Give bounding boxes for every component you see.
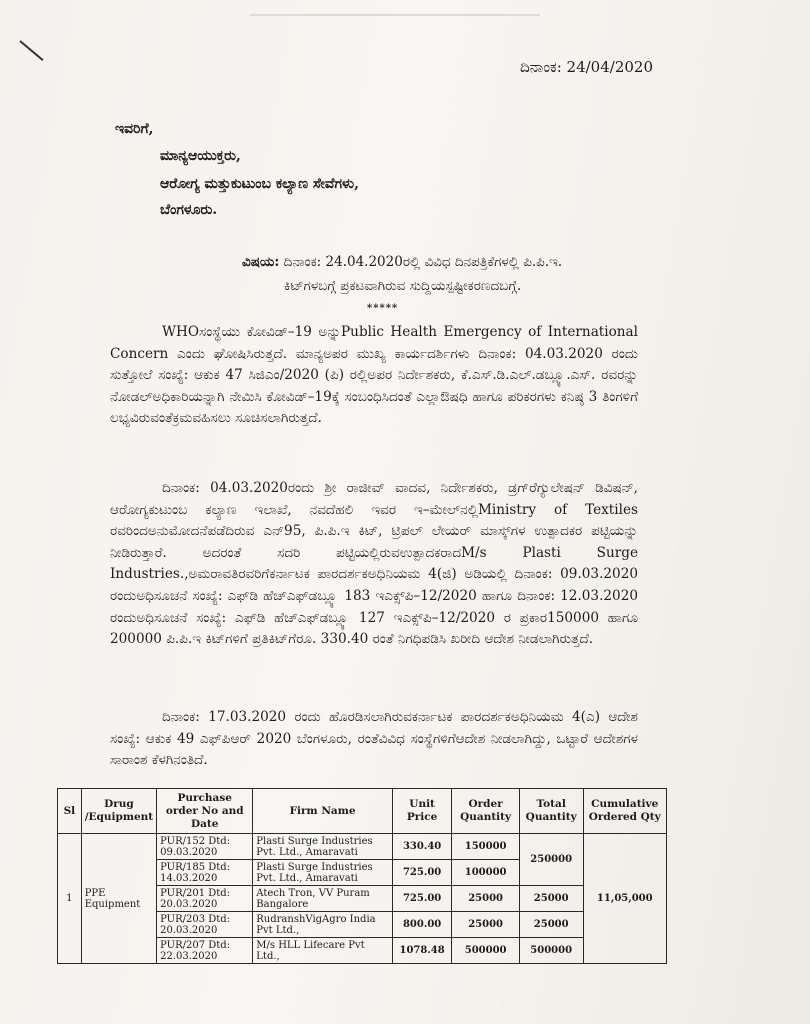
cell-qty: 500000 — [452, 938, 519, 964]
address-line-1: ಮಾನ್ಯಆಯುಕ್ತರು, — [160, 148, 241, 164]
pen-mark — [19, 40, 43, 61]
recipient-salutation: ಇವರಿಗೆ, — [115, 121, 154, 137]
cell-total: 25000 — [519, 912, 583, 938]
cell-qty: 150000 — [452, 834, 519, 860]
orders-table — [57, 788, 667, 964]
paragraph-2: ದಿನಾಂಕ: 04.03.2020ರಂದು ಶ್ರೀ ರಾಜೀವ್ ವಾದವ, ನಿರ್ದೇಶಕರು, ಡ್ರಗ್‌ರೆಗ್ಯುಲೇಷನ್ ಡಿವಿಷನ್, ಆರೋಗ್ಯಕುಟುಂಬ ಕಲ್ಯಾಣ ಇಲಾಖೆ, ನವದೆಹಲಿ ಇವರ ಇ–ಮೇಲ್‌ನಲ್ಲಿMinistry of Textiles ರವರಿಂದಅನುಮೋದನೆಪಡೆದಿರುವ ಎನ್95, ಪಿ.ಪಿ.ಇ ಕಿಟ್, ಟ್ರಿಪಲ್ ಲೇಯರ್ ಮಾಸ್ಕ್‌ಗಳ ಉತ್ಪಾದಕರ ಪಟ್ಟಿಯನ್ನು ನೀಡಿರುತ್ತಾರೆ. ಅದರಂತೆ ಸದರಿ ಪಟ್ಟಿಯಲ್ಲಿರುವಉತ್ಪಾದಕರಾದM/s Plasti Surge Industries.,ಅಮರಾವತಿರವರಿಗೆಕರ್ನಾಟಕ ಪಾರದರ್ಶಕಅಧಿನಿಯಮ 4(ಜಿ) ಅಡಿಯಲ್ಲಿ ದಿನಾಂಕ: 09.03.2020 ರಂದುಅಧಿಸೂಚನೆ ಸಂಖ್ಯೆ: ಎಫ್‌ಡಿ ಹೆಚ್‌ಎಫ್‌ಡಬ್ಲ್ಯೂ 183 ಇಎಕ್ಸ್‌ಪಿ–12/2020 ಹಾಗೂ ದಿನಾಂಕ: 12.03.2020 ರಂದುಅಧಿಸೂಚನೆ ಸಂಖ್ಯೆ: ಎಫ್‌ಡಿ ಹೆಚ್‌ಎಫ್‌ಡಬ್ಲ್ಯೂ 127 ಇಎಕ್ಸ್‌ಪಿ–12/2020 ರ ಪ್ರಕಾರ150000 ಹಾಗೂ 200000 ಪಿ.ಪಿ.ಇ ಕಿಟ್‌ಗಳಿಗೆ ಪ್ರತಿಕಿಟ್‌ಗೆರೂ. 330.40 ರಂತೆ ನಿಗಧಿಪಡಿಸಿ ಖರೀದಿ ಆದೇಶ ನೀಡಲಾಗಿರುತ್ತದೆ. — [110, 480, 638, 648]
subject-line-1: ದಿನಾಂಕ: 24.04.2020ರಲ್ಲಿ ವಿವಿಧ ದಿನಪತ್ರಿಕೆಗಳಲ್ಲಿ ಪಿ.ಪಿ.ಇ. — [279, 254, 563, 270]
cell-firm: M/s HLL Lifecare Pvt Ltd., — [253, 938, 393, 964]
cell-price: 800.00 — [392, 912, 452, 938]
cell-firm: Atech Tron, VV Puram Bangalore — [253, 886, 393, 912]
cell-qty: 100000 — [452, 860, 519, 886]
cell-total: 25000 — [519, 886, 583, 912]
subject-label: ವಿಷಯ: — [242, 254, 280, 270]
cell-firm: Plasti Surge Industries Pvt. Ltd., Amaravati — [253, 834, 393, 860]
cell-price: 330.40 — [392, 834, 452, 860]
subject-block — [242, 250, 662, 298]
subject-line-2: ಕಿಟ್‌ಗಳಬಗ್ಗೆ ಪ್ರಕಟವಾಗಿರುವ ಸುದ್ದಿಯಸ್ಪಷ್ಟೀಕರಣದಬಗ್ಗೆ. — [284, 278, 522, 294]
faded-header-line — [250, 14, 540, 26]
header-sl: Sl — [58, 789, 82, 834]
cell-po: PUR/201 Dtd: 20.03.2020 — [157, 886, 253, 912]
paragraph-3: ದಿನಾಂಕ: 17.03.2020 ರಂದು ಹೊರಡಿಸಲಾಗಿರುವಕರ್ನಾಟಕ ಪಾರದರ್ಶಕಅಧಿನಿಯಮ 4(ಎ) ಆದೇಶ ಸಂಖ್ಯೆ: ಆಕುಕ 49 ಎಫ್‌ಪಿಆರ್ 2020 ಬೆಂಗಳೂರು, ರಂತೆವಿವಿಧ ಸಂಸ್ಥೆಗಳಿಗೆಆದೇಶ ನೀಡಲಾಗಿದ್ದು, ಒಟ್ಟಾರೆ ಆದೇಶಗಳ ಸಾರಾಂಶ ಕೆಳಗಿನಂತಿದೆ. — [110, 709, 638, 769]
cell-po: PUR/152 Dtd: 09.03.2020 — [157, 834, 253, 860]
cell-total-merged: 250000 — [519, 834, 583, 886]
header-order-qty: Order Quantity — [452, 789, 519, 834]
table-row — [58, 834, 667, 860]
header-cumulative: Cumulative Ordered Qty — [583, 789, 666, 834]
cell-po: PUR/185 Dtd: 14.03.2020 — [157, 860, 253, 886]
cell-total: 500000 — [519, 938, 583, 964]
cell-cumulative: 11,05,000 — [583, 834, 666, 964]
cell-po: PUR/207 Dtd: 22.03.2020 — [157, 938, 253, 964]
cell-item: PPE Equipment — [81, 834, 156, 964]
cell-price: 1078.48 — [392, 938, 452, 964]
cell-firm: Plasti Surge Industries Pvt. Ltd., Amaravati — [253, 860, 393, 886]
paragraph-1: WHOಸಂಸ್ಥೆಯು ಕೋವಿಡ್–19 ಅನ್ನುPublic Health Emergency of International Concern ಎಂದು ಘೋಷಿಸಿರುತ್ತದೆ. ಮಾನ್ಯಅಪರ ಮುಖ್ಯ ಕಾರ್ಯದರ್ಶಿಗಳು ದಿನಾಂಕ: 04.03.2020 ರಂದು ಸುತ್ತೋಲೆ ಸಂಖ್ಯೆ: ಆಕುಕ 47 ಸಿಜಿಎಂ/2020 (ಪಿ) ರಲ್ಲಿಅಪರ ನಿರ್ದೇಶಕರು, ಕೆ.ಎಸ್.ಡಿ.ಎಲ್.ಡಬ್ಲ್ಯೂ.ಎಸ್. ರವರನ್ನು ನೋಡಲ್‌ಅಧಿಕಾರಿಯನ್ನಾಗಿ ನೇಮಿಸಿ ಕೋವಿಡ್–19ಕ್ಕೆ ಸಂಬಂಧಿಸಿದಂತೆ ಎಲ್ಲಾಔಷಧಿ ಹಾಗೂ ಪರಿಕರಗಳು ಕನಿಷ್ಠ 3 ತಿಂಗಳಿಗೆ ಲಭ್ಯವಿರುವಂತೆಕ್ರಮವಹಿಸಲು ಸೂಚಿಸಲಾಗಿರುತ್ತದೆ. — [110, 324, 638, 427]
cell-price: 725.00 — [392, 886, 452, 912]
cell-po: PUR/203 Dtd: 20.03.2020 — [157, 912, 253, 938]
cell-firm: RudranshVigAgro India Pvt Ltd., — [253, 912, 393, 938]
header-total-qty: Total Quantity — [519, 789, 583, 834]
table-header-row — [58, 789, 667, 834]
header-po: Purchase order No and Date — [157, 789, 253, 834]
cell-sl: 1 — [58, 834, 82, 964]
header-drug: Drug /Equipment — [81, 789, 156, 834]
cell-price: 725.00 — [392, 860, 452, 886]
address-line-3: ಬೆಂಗಳೂರು. — [160, 202, 218, 218]
cell-qty: 25000 — [452, 886, 519, 912]
cell-qty: 25000 — [452, 912, 519, 938]
date-line: ದಿನಾಂಕ: 24/04/2020 — [520, 58, 653, 76]
separator: ***** — [367, 303, 399, 314]
header-unit-price: Unit Price — [392, 789, 452, 834]
header-firm: Firm Name — [253, 789, 393, 834]
address-line-2: ಆರೋಗ್ಯ ಮತ್ತುಕುಟುಂಬ ಕಲ್ಯಾಣ ಸೇವೆಗಳು, — [160, 176, 359, 192]
